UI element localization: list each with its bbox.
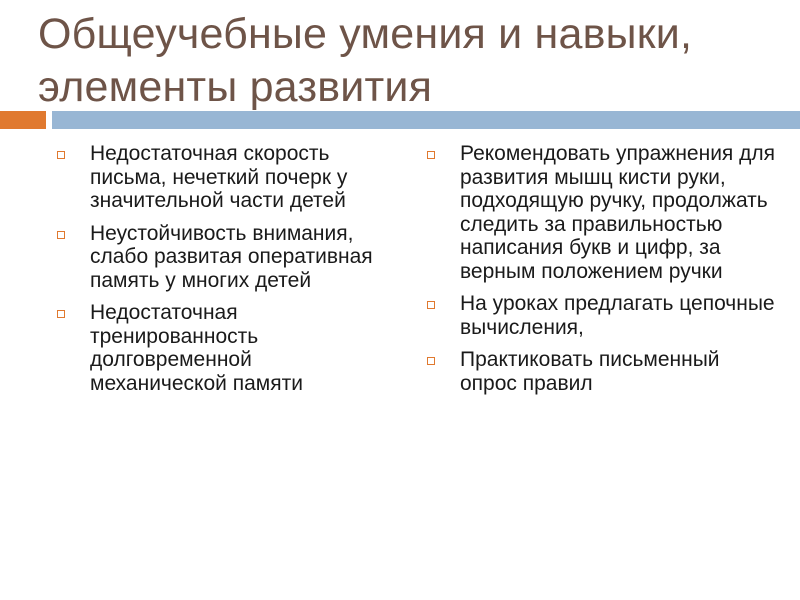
bullet-icon bbox=[427, 151, 435, 159]
list-item bbox=[426, 292, 776, 339]
list-item-text: Практиковать письменный опрос правил bbox=[460, 348, 720, 395]
accent-bar-blue bbox=[52, 111, 800, 129]
list-item bbox=[56, 142, 386, 213]
slide-title-line-1: Общеучебные умения и навыки, bbox=[38, 10, 693, 58]
bullet-icon bbox=[57, 151, 65, 159]
list-item-text: Недостаточная тренированность долговременной механической памяти bbox=[90, 301, 303, 395]
right-bullet-list bbox=[426, 142, 776, 395]
list-item bbox=[426, 142, 776, 283]
list-item-text: Рекомендовать упражнения для развития мышц кисти руки, подходящую ручку, продолжать следить за правильностью написания букв и цифр, за верным положением ручки bbox=[460, 142, 776, 283]
bullet-icon bbox=[427, 301, 435, 309]
slide-title-line-2: элементы развития bbox=[38, 63, 433, 111]
list-item bbox=[56, 222, 386, 293]
list-item-text: На уроках предлагать цепочные вычисления, bbox=[460, 292, 775, 339]
bullet-icon bbox=[427, 357, 435, 365]
list-item-text: Неустойчивость внимания, слабо развитая оперативная память у многих детей bbox=[90, 221, 373, 292]
left-bullet-list bbox=[56, 142, 386, 395]
right-column bbox=[426, 142, 776, 404]
list-item bbox=[426, 348, 776, 395]
accent-bar-orange bbox=[0, 111, 46, 129]
list-item-text: Недостаточная скорость письма, нечеткий почерк у значительной части детей bbox=[90, 142, 348, 212]
bullet-icon bbox=[57, 231, 65, 239]
left-column bbox=[56, 142, 386, 404]
slide-title bbox=[38, 8, 778, 114]
list-item bbox=[56, 301, 386, 395]
bullet-icon bbox=[57, 310, 65, 318]
